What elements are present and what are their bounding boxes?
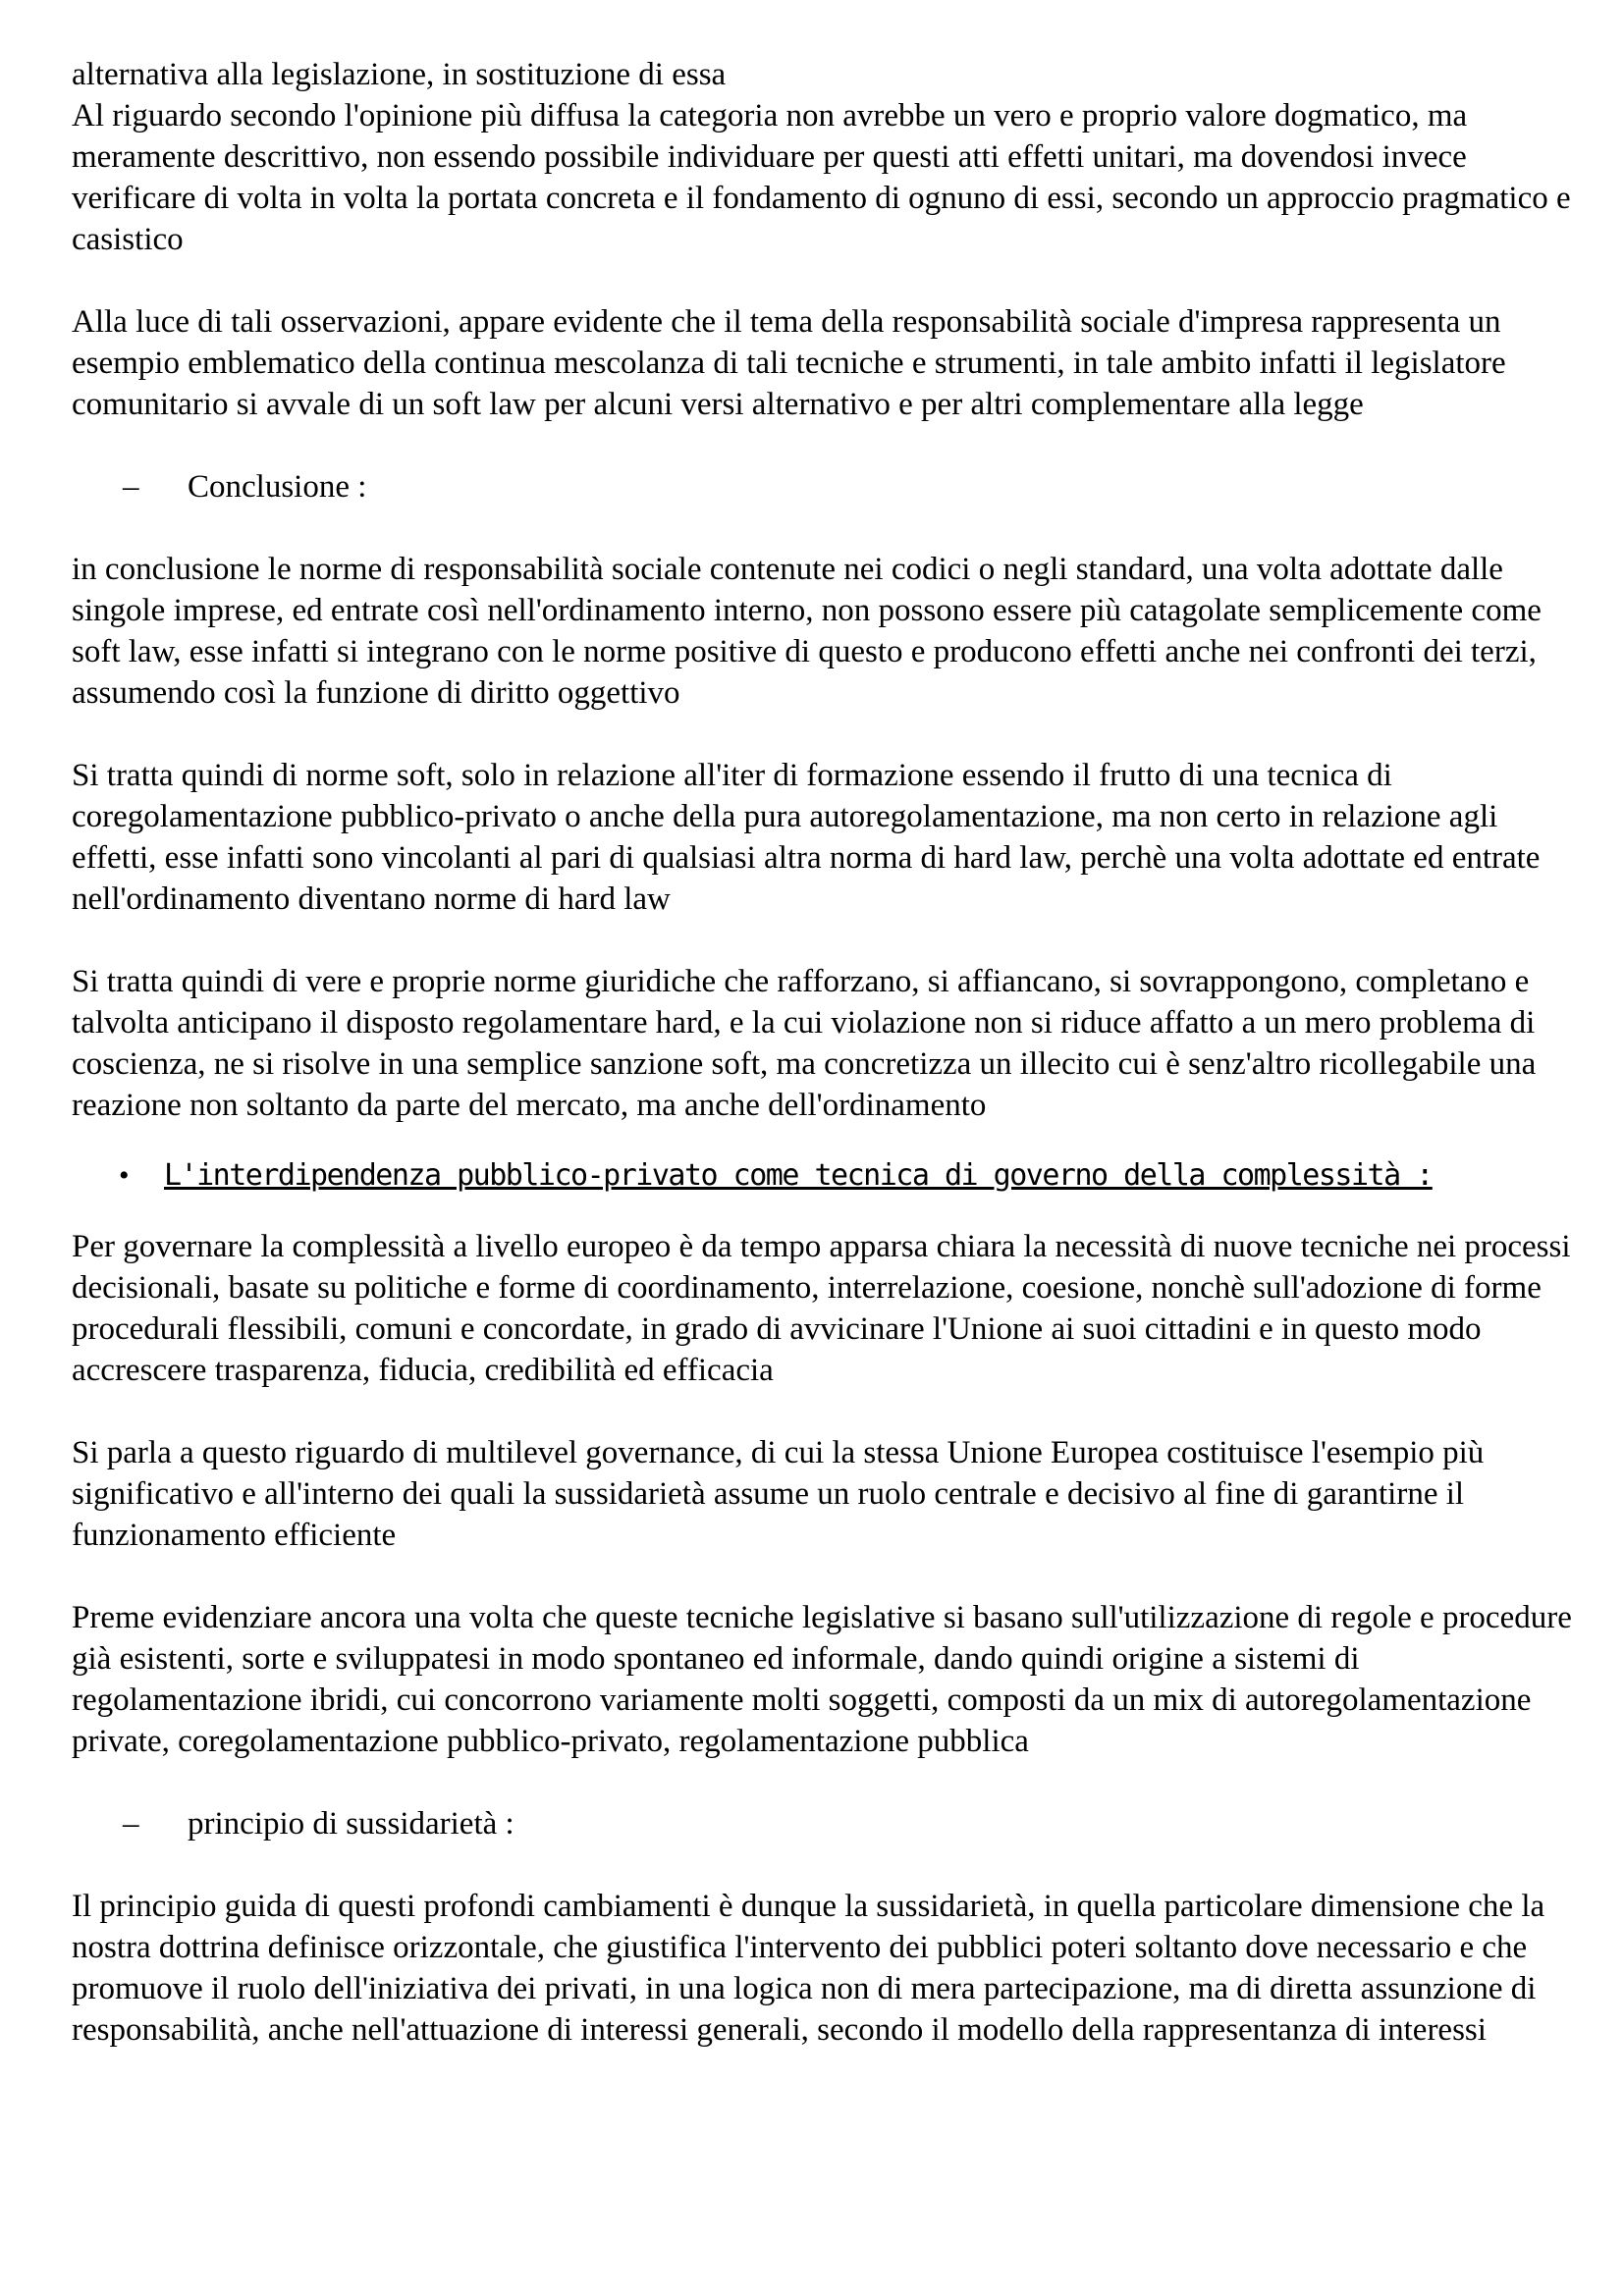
paragraph-conclusion: in conclusione le norme di responsabilità sociale contenute nei codici o negli standard, una volta adottate dalle singole imprese, ed entrate così nell'ordinamento interno, non possono essere più catagolate semplicemente come soft law, esse infatti si integrano con le norme positive di questo e producono effetti anche nei confronti dei terzi, assumendo così la funzione di diritto oggettivo [72, 552, 1542, 711]
paragraph-opinion: Al riguardo secondo l'opinione più diffusa la categoria non avrebbe un vero e proprio valore dogmatico, ma meramente descrittivo, non essendo possibile individuare per questi atti effetti unitari, ma dovendosi invece verificare di volta in volta la portata concreta e il fondamento di ognuno di essi, secondo un approccio pragmatico e casistico [72, 98, 1571, 257]
dash-item-label: principio di sussidarietà : [188, 1806, 514, 1842]
paragraph-legal-norms: Si tratta quindi di vere e proprie norme giuridiche che rafforzano, si affiancano, si sovrappongono, completano e talvolta anticipano il disposto regolamentare hard, e la cui violazione non si riduce affatto a un mero problema di coscienza, ne si risolve in una semplice sanzione soft, ma concretizza un illecito cui è senz'altro ricollegabile una reazione non soltanto da parte del mercato, ma anche dell'ordinamento [72, 964, 1537, 1123]
dash-item-label: Conclusione : [188, 469, 367, 505]
paragraph-subsidiarity: Il principio guida di questi profondi cambiamenti è dunque la sussidarietà, in quella particolare dimensione che la nostra dottrina definisce orizzontale, che giustifica l'intervento dei pubblici poteri soltanto dove necessario e che promuove il ruolo dell'iniziativa dei privati, in una logica non di mera partecipazione, ma di diretta assunzione di responsabilità, anche nell'attuazione di interessi generali, secondo il modello della rappresentanza di interessi [72, 1889, 1545, 2048]
dash-bullet: – [123, 469, 139, 505]
section-heading [72, 1155, 1574, 1197]
paragraph-csr: Alla luce di tali osservazioni, appare evidente che il tema della responsabilità sociale d'impresa rappresenta un esempio emblematico della continua mescolanza di tali tecniche e strumenti, in tale ambito infatti il legislatore comunitario si avvale di un soft law per alcuni versi alternativo e per altri complementare alla legge [72, 304, 1506, 422]
paragraph-intro-line: alternativa alla legislazione, in sostituzione di essa [72, 57, 727, 92]
paragraph-complexity: Per governare la complessità a livello europeo è da tempo apparsa chiara la necessità di nuove tecniche nei processi decisionali, basate su politiche e forme di coordinamento, interrelazione, coesione, nonchè sull'adozione di forme procedurali flessibili, comuni e concordate, in grado di avvicinare l'Unione ai suoi cittadini e in questo modo accrescere trasparenza, fiducia, credibilità ed efficacia [72, 1229, 1571, 1388]
paragraph-soft-norms: Si tratta quindi di norme soft, solo in relazione all'iter di formazione essendo il frutto di una tecnica di coregolamentazione pubblico-privato o anche della pura autoregolamentazione, ma non certo in relazione agli effetti, esse infatti sono vincolanti al pari di qualsiasi altra norma di hard law, perchè una volta adottate ed entrate nell'ordinamento diventano norme di hard law [72, 758, 1541, 917]
document-page [72, 54, 1574, 2051]
paragraph-techniques: Preme evidenziare ancora una volta che queste tecniche legislative si basano sull'utilizzazione di regole e procedure già esistenti, sorte e sviluppatesi in modo spontaneo ed informale, dando quindi origine a sistemi di regolamentazione ibridi, cui concorrono variamente molti soggetti, composti da un mix di autoregolamentazione private, coregolamentazione pubblico-privato, regolamentazione pubblica [72, 1600, 1572, 1759]
paragraph-multilevel: Si parla a questo riguardo di multilevel governance, di cui la stessa Unione Europea costituisce l'esempio più significativo e all'interno dei quali la sussidarietà assume un ruolo centrale e decisivo al fine di garantirne il funzionamento efficiente [72, 1435, 1485, 1553]
bullet-dot: • [119, 1159, 130, 1192]
dash-item-conclusione [72, 466, 1574, 507]
dash-item-sussidarieta [72, 1803, 1574, 1844]
section-heading-text: L'interdipendenza pubblico-privato come tecnica di governo della complessità : [164, 1158, 1433, 1193]
dash-bullet: – [123, 1806, 139, 1842]
